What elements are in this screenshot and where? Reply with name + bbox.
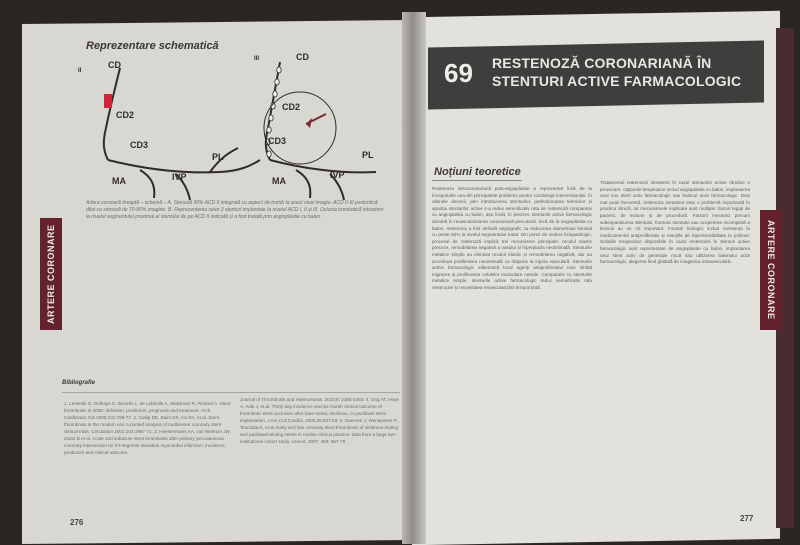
label-cd3-right: CD3	[268, 136, 287, 146]
page-number-left: 276	[70, 518, 84, 527]
label-pl-right: PL	[362, 150, 374, 160]
label-cd2-left: CD2	[116, 110, 135, 120]
label-cd3-left: CD3	[130, 140, 149, 150]
side-tab-right: ARTERE CORONARE	[760, 210, 782, 330]
side-tab-left: ARTERE CORONARE	[40, 218, 62, 330]
page-number-right: 277	[740, 514, 754, 523]
stenosis-highlight	[104, 94, 112, 108]
label-ma-left: MA	[112, 176, 126, 186]
label-cd-right: CD	[296, 52, 309, 62]
bibliography-column-1: 1. Lemesle G, Delhaye C, Bonello L, de Labriolle A, Waksman R, Pichard A. Stent thrombosis in 2008: definition, predictors, prognosis and treatment. Arch Cardiovasc Dis 2008;101:769-77. 2. Cutlip DE, Baim DS, Ho KK, et al. Stent thrombosis in the modern era: a pooled analysis of multicenter coronary stent clinical trials. Circulation 2001;103:1967-71. 3. Heestermans AA, van Werkum JW, Zwart B et al. Acute and subacute stent thrombosis after primary percutaneous coronary intervention for ST-segment elevation myocardial infarction: incidence, predictors and clinical outcome.	[64, 401, 231, 455]
chapter-title: RESTENOZĂ CORONARIANĂ ÎN STENTURI ACTIVE FARMACOLOGIC	[492, 55, 742, 89]
section-title: Noțiuni teoretice	[434, 166, 521, 178]
panel-left-marker: II	[78, 68, 82, 74]
label-ivp-right: IVP	[330, 170, 345, 180]
bibliography-title: Bibliografie	[62, 380, 96, 386]
book-gutter	[402, 12, 426, 544]
coronary-diagram	[80, 48, 400, 208]
bibliography-column-2: Journal of Thrombosis and Haemostasis. 2010;8: 2385-2393. 4. Ong AT, Hoye A, Aoki J, et al. Thirty-day incidence and six-month clinical outcome of thrombotic stent occlusion after bare-metal, sirolimus, or paclitaxel stent implantation. J Am Coll Cardiol. 2005;45:947-53. 5. Daemen J, Wenaweser P, Tsuchida K, et al. Early and late coronary stent thrombosis of sirolimus-eluting and paclitaxel-eluting stents in routine clinical practice: data from a large two-institutional cohort study. Lancet. 2007; 369: 667-78.	[240, 397, 399, 444]
section-underline	[432, 180, 522, 181]
figure-caption: Artera coronară dreaptă – schemă – A. Stenoză 99% ACD II integrată cu aspect de tromb la acest nivel imagiu. ACD II-III postcritică dilat ca stenoză de 70-80% imagine. B. Reprezentarea celor 3 stenturi implantate la nivelul ACD I, II și III. Ocluzia trombotică intrastent la nivelul segmentului proximal al stentului de pe ACD II indicată și a fost tratată prin angioplastie cu balon.	[86, 200, 384, 220]
label-pl-left: PL	[212, 152, 224, 162]
label-cd2-right: CD2	[282, 102, 301, 112]
diagram-title: Reprezentare schematică	[86, 40, 219, 52]
text-column-1: Restenoza intracoronariană post-angioplastie a reprezentat încă de la începuturile una din principalele probleme pentru cardiologii intervenționiști. În ultimele decenii, prin introducerea stenturilor, perfecționarea tehnicilor și apariția stenturilor active s-a redus semnificativ rata de restenoză comparativ cu angioplastia cu balon, așa încât, în prezent, stenturile active farmacologic domină în revascularizarea coronariană percutană. Încă de la angioplastia cu balon, restenoza a fost definită angiografic ca reducerea diametrului luminal cu peste 50% la nivelul segmentului tratat. Din punct de vedere fiziopatologic, procesul de restenoză implică trei mecanisme principale: reculul elastic precoce, remodelarea negativă a vasului și hiperplazia neointimală. Stenturile metalice simple au eliminat reculul elastic și remodelarea negativă, dar au accentuat proliferarea neointimală ca răspuns la injuria vasculară. Stenturile active farmacologic eliberează local agenți antiproliferativi care inhibă migrarea și proliferarea celulelor musculare netede. Comparativ cu stenturile metalice simple, stenturile active farmacologic reduc semnificativ rata restenozei și necesitatea revascularizării leziunii țintă.	[432, 186, 592, 290]
label-ivp-left: IVP	[172, 172, 187, 182]
chapter-number: 69	[444, 58, 473, 88]
label-ma-right: MA	[272, 176, 286, 186]
label-cd-left: CD	[108, 60, 121, 70]
text-column-2: Tratamentul restenozei intrastent în cazul stenturilor active rămâne o provocare. Opțiunile terapeutice includ angioplastia cu balon, implantarea unui nou stent activ farmacologic sau balonul activ farmacologic. Deși mai puțin frecventă, restenoza intrastent este o problemă importantă în practica clinică, iar mecanismele implicate sunt multiple: factori legați de pacient, de leziune și de procedură. Factorii mecanici precum subexpansiunea stentului, fractura stentului sau acoperirea incompletă a leziunii au un rol important. Factorii biologici includ rezistența la medicamentul antiproliferativ și reacțiile de hipersensibilitate la polimer. Soluțiile terapeutice disponibile în cazul restenozei în stenturi active farmacologic sunt reprezentate de angioplastie cu balon, implantarea unui stent activ de generație nouă sau utilizarea balonului activ farmacologic, alegerea fiind ghidată de imagistica intravasculară.	[600, 180, 750, 265]
panel-right-marker: III	[254, 56, 260, 62]
